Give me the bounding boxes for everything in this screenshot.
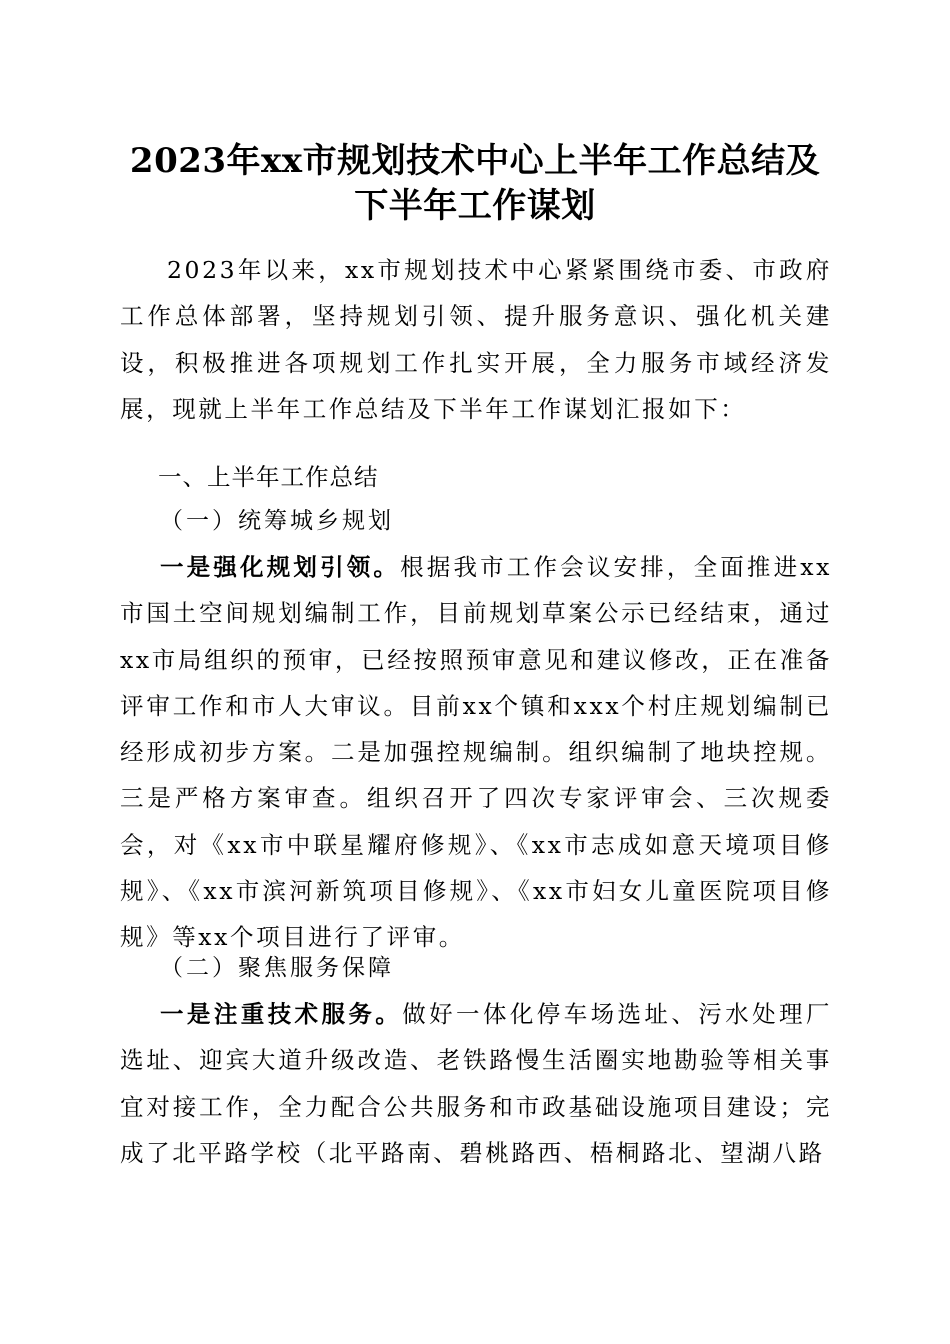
document-title-line-2: 下半年工作谋划 [354,186,596,226]
document-title-line-1: 2023年xx市规划技术中心上半年工作总结及 [129,141,821,181]
subsection-1-lead: 一是强化规划引领。 [160,553,401,581]
subsection-heading-1: （一）统筹城乡规划 [160,508,394,534]
subsection-heading-2: （二）聚焦服务保障 [160,955,394,981]
subsection-2-paragraph [120,991,832,1176]
intro-paragraph: 2023年以来，xx市规划技术中心紧紧围绕市委、市政府工作总体部署，坚持规划引领、提升服务意识、强化机关建设，积极推进各项规划工作扎实开展，全力服务市域经济发展，现就上半年工作总结及下半年工作谋划汇报如下： [120,256,832,423]
subsection-1-paragraph [120,544,832,961]
subsection-1-body: 根据我市工作会议安排，全面推进xx市国土空间规划编制工作，目前规划草案公示已经结束，通过xx市局组织的预审，已经按照预审意见和建议修改，正在准备评审工作和市人大审议。目前xx个镇和xxx个村庄规划编制已经形成初步方案。二是加强控规编制。组织编制了地块控规。三是严格方案审查。组织召开了四次专家评审会、三次规委会，对《xx市中联星耀府修规》、《xx市志成如意天境项目修规》、《xx市滨河新筑项目修规》、《xx市妇女儿童医院项目修规》等xx个项目进行了评审。 [120,553,832,952]
subsection-2-lead: 一是注重技术服务。 [160,1000,403,1028]
section-heading-1: 一、上半年工作总结 [158,463,379,491]
subsection-2-body: 做好一体化停车场选址、污水处理厂选址、迎宾大道升级改造、老铁路慢生活圈实地勘验等相关事宜对接工作，全力配合公共服务和市政基础设施项目建设；完成了北平路学校（北平路南、碧桃路西、梧桐路北、望湖八路 [120,1000,832,1167]
